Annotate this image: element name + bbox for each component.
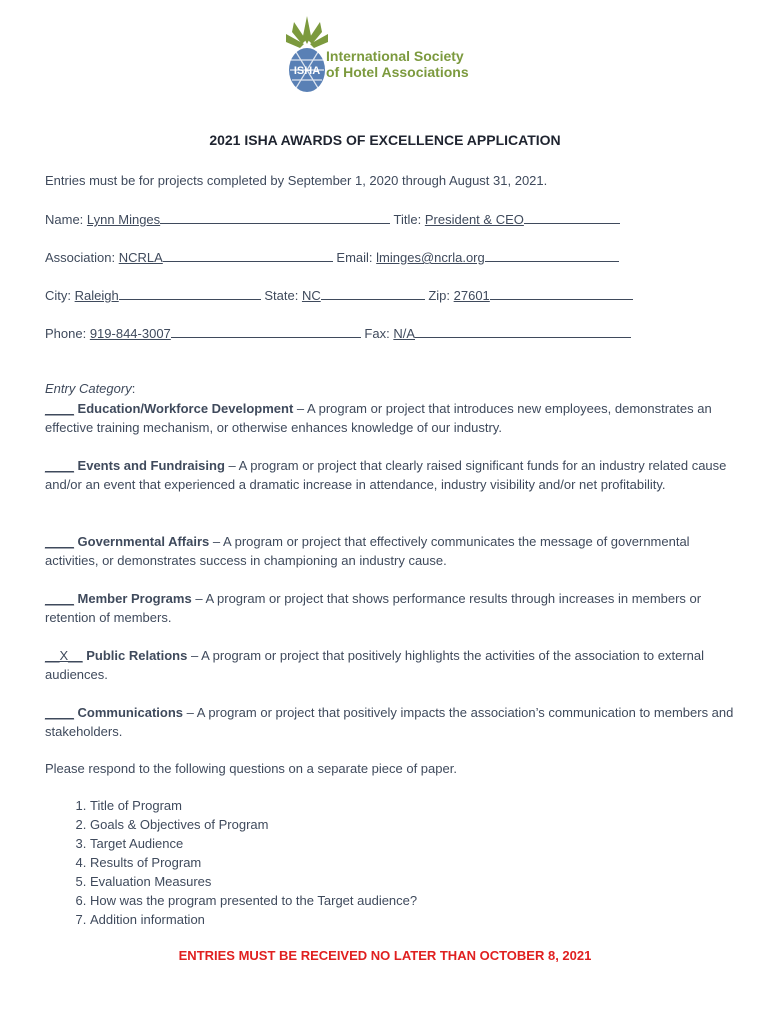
questions-list (45, 796, 417, 929)
zip-value: 27601 (453, 288, 490, 303)
category-name: Events and Fundraising (77, 458, 225, 473)
email-blank (485, 248, 619, 262)
questions-intro: Please respond to the following questions on a separate piece of paper. (45, 761, 457, 776)
email-value: lminges@ncrla.org (376, 250, 485, 265)
category-public-relations (45, 646, 735, 684)
category-governmental (45, 532, 735, 570)
list-item: 4. Results of Program (90, 853, 417, 872)
association-row (45, 248, 619, 267)
pineapple-icon (282, 14, 332, 96)
category-events (45, 456, 735, 494)
name-value: Lynn Minges (86, 212, 161, 227)
phone-row (45, 324, 631, 343)
phone-value: 919-844-3007 (89, 326, 171, 341)
category-desc: – A program or project that clearly raised significant funds for an industry related cause and/or an event that experienced a dramatic increase in attendance, industry visibility and/or net profitability. (45, 458, 727, 492)
list-item: 7. Addition information (90, 910, 417, 929)
name-label: Name: (45, 212, 84, 227)
city-value: Raleigh (74, 288, 119, 303)
list-item: 3. Target Audience (90, 834, 417, 853)
logo-line-1: International Society (326, 48, 464, 64)
category-name: Public Relations (86, 648, 188, 663)
name-blank (160, 210, 390, 224)
state-blank (321, 286, 425, 300)
logo-wordmark (326, 48, 469, 80)
svg-text:ISHA: ISHA (293, 65, 321, 77)
category-mark[interactable]: ____ (45, 534, 74, 549)
state-value: NC (301, 288, 321, 303)
category-mark[interactable]: ____ (45, 591, 74, 606)
list-item: 5. Evaluation Measures (90, 872, 417, 891)
deadline-notice: ENTRIES MUST BE RECEIVED NO LATER THAN OCTOBER 8, 2021 (178, 948, 592, 963)
category-mark[interactable]: ____ (45, 401, 74, 416)
fax-label: Fax: (364, 326, 390, 341)
category-name: Communications (77, 705, 184, 720)
fax-blank (415, 324, 631, 338)
zip-blank (490, 286, 633, 300)
title-label: Title: (393, 212, 422, 227)
fax-value: N/A (393, 326, 416, 341)
name-row (45, 210, 620, 229)
category-desc: – A program or project that introduces new employees, demonstrates an effective training mechanism, or otherwise enhances knowledge of our industry. (45, 401, 712, 435)
page-title: 2021 ISHA AWARDS OF EXCELLENCE APPLICATION (209, 132, 561, 148)
phone-label: Phone: (45, 326, 87, 341)
zip-label: Zip: (428, 288, 451, 303)
category-mark[interactable]: __X__ (45, 648, 83, 663)
title-value: President & CEO (424, 212, 524, 227)
state-label: State: (264, 288, 299, 303)
category-desc: – A program or project that effectively communicates the message of governmental activities, or demonstrates success in championing an industry cause. (45, 534, 690, 568)
email-label: Email: (336, 250, 373, 265)
title-blank (524, 210, 620, 224)
association-value: NCRLA (118, 250, 163, 265)
category-education (45, 399, 735, 437)
category-communications (45, 703, 735, 741)
entry-category-heading: Entry Category: (45, 381, 136, 396)
intro-text: Entries must be for projects completed by September 1, 2020 through August 31, 2021. (45, 173, 548, 188)
phone-blank (171, 324, 361, 338)
category-name: Governmental Affairs (77, 534, 210, 549)
category-desc: – A program or project that positively highlights the activities of the association to external audiences. (45, 648, 705, 682)
category-name: Member Programs (77, 591, 192, 606)
city-label: City: (45, 288, 71, 303)
category-desc: – A program or project that shows performance results through increases in members or retention of members. (45, 591, 702, 625)
list-item: 1. Title of Program (90, 796, 417, 815)
association-label: Association: (45, 250, 116, 265)
association-blank (163, 248, 333, 262)
category-mark[interactable]: ____ (45, 458, 74, 473)
city-blank (119, 286, 261, 300)
city-row (45, 286, 633, 305)
category-desc: – A program or project that positively impacts the association’s communication to members and stakeholders. (45, 705, 734, 739)
logo-line-2: of Hotel Associations (326, 64, 469, 80)
list-item: 6. How was the program presented to the Target audience? (90, 891, 417, 910)
category-name: Education/Workforce Development (77, 401, 294, 416)
list-item: 2. Goals & Objectives of Program (90, 815, 417, 834)
category-mark[interactable]: ____ (45, 705, 74, 720)
category-member-programs (45, 589, 735, 627)
